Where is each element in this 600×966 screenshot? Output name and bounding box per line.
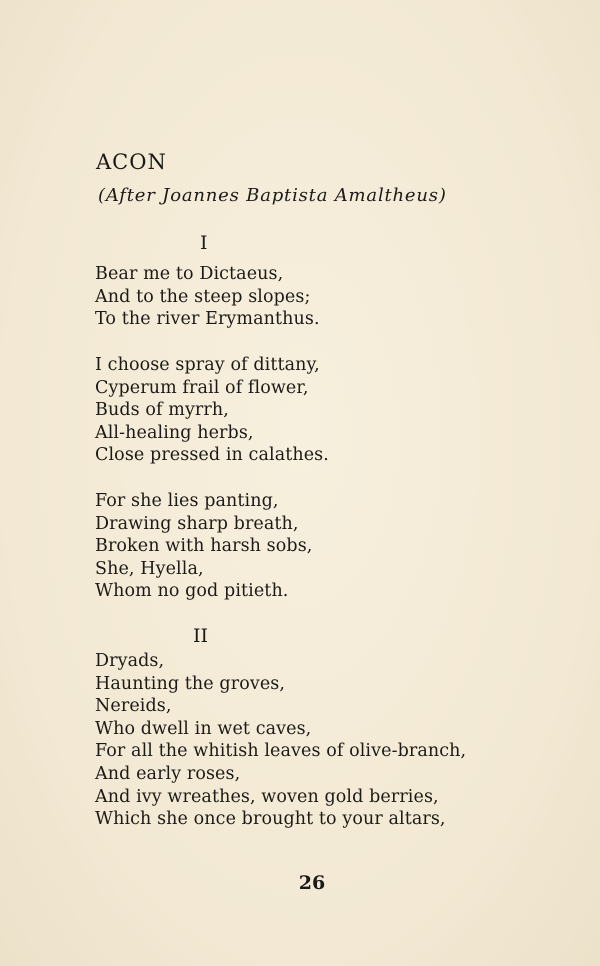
verse-line: Nereids, xyxy=(95,696,172,717)
verse-line: To the river Erymanthus. xyxy=(95,309,320,330)
stanza-3 xyxy=(95,490,312,603)
verse-line: For all the whitish leaves of olive-branch, xyxy=(95,741,467,762)
verse-line: All-healing herbs, xyxy=(95,422,254,443)
stanza-4 xyxy=(95,650,466,831)
verse-line: Buds of myrrh, xyxy=(95,400,229,421)
verse-line: And ivy wreathes, woven gold berries, xyxy=(95,786,439,807)
verse-line: Whom no god pitieth. xyxy=(95,581,289,602)
verse-line: Close pressed in calathes. xyxy=(95,445,329,466)
verse-line: Bear me to Dictaeus, xyxy=(95,264,284,284)
verse-line: Drawing sharp breath, xyxy=(95,513,299,534)
verse-line: And early roses, xyxy=(95,763,241,784)
verse-line: I choose spray of dittany, xyxy=(95,355,320,375)
stanza-2 xyxy=(95,354,329,467)
poem-subtitle: (After Joannes Baptista Amaltheus) xyxy=(98,185,447,206)
verse-line: Broken with harsh sobs, xyxy=(95,536,313,557)
verse-line: Dryads, xyxy=(95,651,165,671)
page-number: 26 xyxy=(298,872,326,894)
verse-line: For she lies panting, xyxy=(95,491,279,511)
poem-title: ACON xyxy=(96,150,167,174)
verse-line: She, Hyella, xyxy=(95,558,204,579)
verse-line: And to the steep slopes; xyxy=(95,286,311,307)
verse-line: Cyperum frail of flower, xyxy=(95,377,309,398)
verse-line: Who dwell in wet caves, xyxy=(95,718,312,739)
section-numeral-1: I xyxy=(200,232,208,254)
section-numeral-2: II xyxy=(193,625,209,647)
stanza-1 xyxy=(95,263,320,331)
verse-line: Haunting the groves, xyxy=(95,673,286,694)
verse-line: Which she once brought to your altars, xyxy=(95,809,446,830)
